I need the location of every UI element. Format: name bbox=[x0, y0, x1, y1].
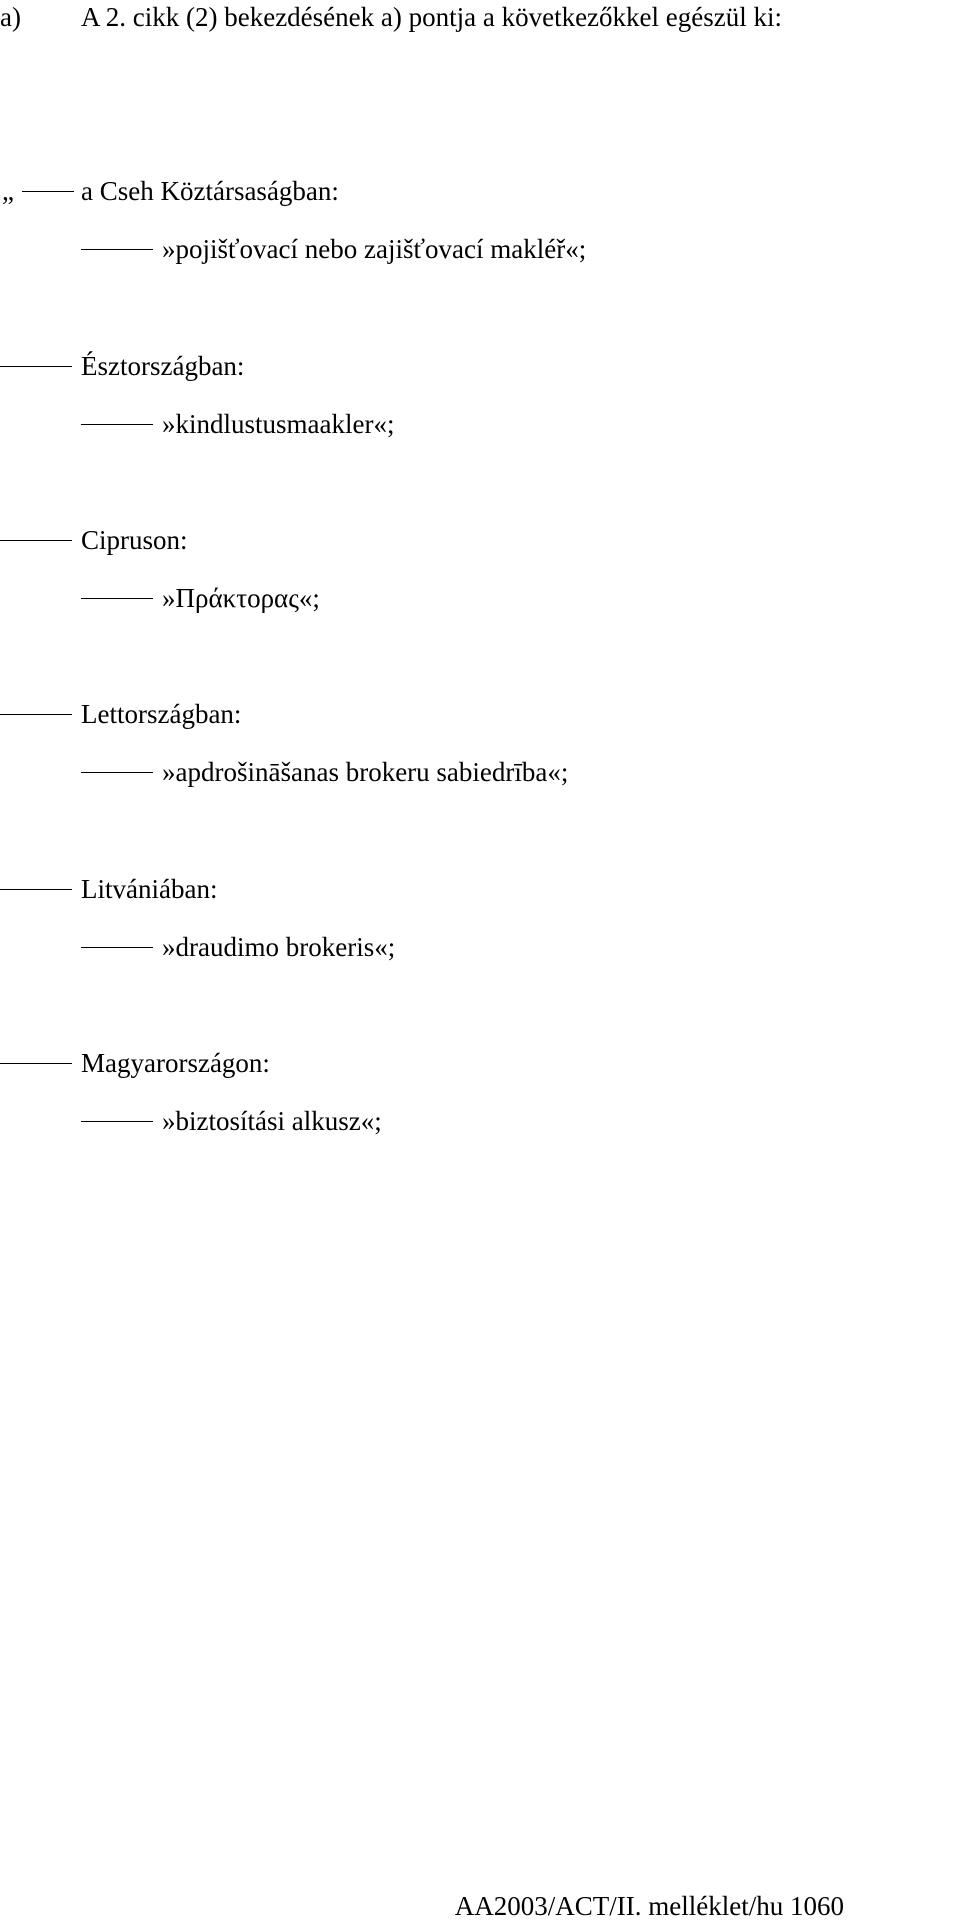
country-dash bbox=[0, 540, 72, 541]
country-label: a Cseh Köztársaságban: bbox=[81, 176, 339, 206]
country-dash bbox=[0, 714, 72, 715]
term-dash bbox=[81, 424, 153, 425]
opening-quote: „ bbox=[2, 176, 14, 206]
document-reference: AA2003/ACT/II. melléklet/hu 1060 bbox=[454, 1891, 844, 1921]
term-text: »kindlustusmaakler«; bbox=[162, 409, 395, 439]
country-label: Lettországban: bbox=[81, 699, 242, 729]
country-label: Litvániában: bbox=[81, 874, 218, 904]
term-dash bbox=[81, 1121, 153, 1122]
intro-text: A 2. cikk (2) bekezdésének a) pontja a következőkkel egészül ki: bbox=[81, 2, 782, 32]
country-label: Magyarországon: bbox=[81, 1048, 270, 1078]
country-dash bbox=[0, 1063, 72, 1064]
country-label: Észtországban: bbox=[81, 351, 245, 381]
term-text: »biztosítási alkusz«; bbox=[162, 1106, 382, 1136]
term-text: »Πράκτορας«; bbox=[162, 583, 320, 613]
term-text: »draudimo brokeris«; bbox=[162, 932, 396, 962]
term-dash bbox=[81, 598, 153, 599]
list-marker: a) bbox=[0, 2, 21, 32]
term-dash bbox=[81, 947, 153, 948]
country-dash bbox=[0, 366, 72, 367]
country-label: Cipruson: bbox=[81, 525, 188, 555]
term-dash bbox=[81, 249, 153, 250]
country-dash bbox=[22, 191, 74, 192]
country-dash bbox=[0, 889, 72, 890]
term-dash bbox=[81, 772, 153, 773]
term-text: »apdrošināšanas brokeru sabiedrība«; bbox=[162, 757, 569, 787]
term-text: »pojišťovací nebo zajišťovací makléř«; bbox=[162, 234, 587, 264]
